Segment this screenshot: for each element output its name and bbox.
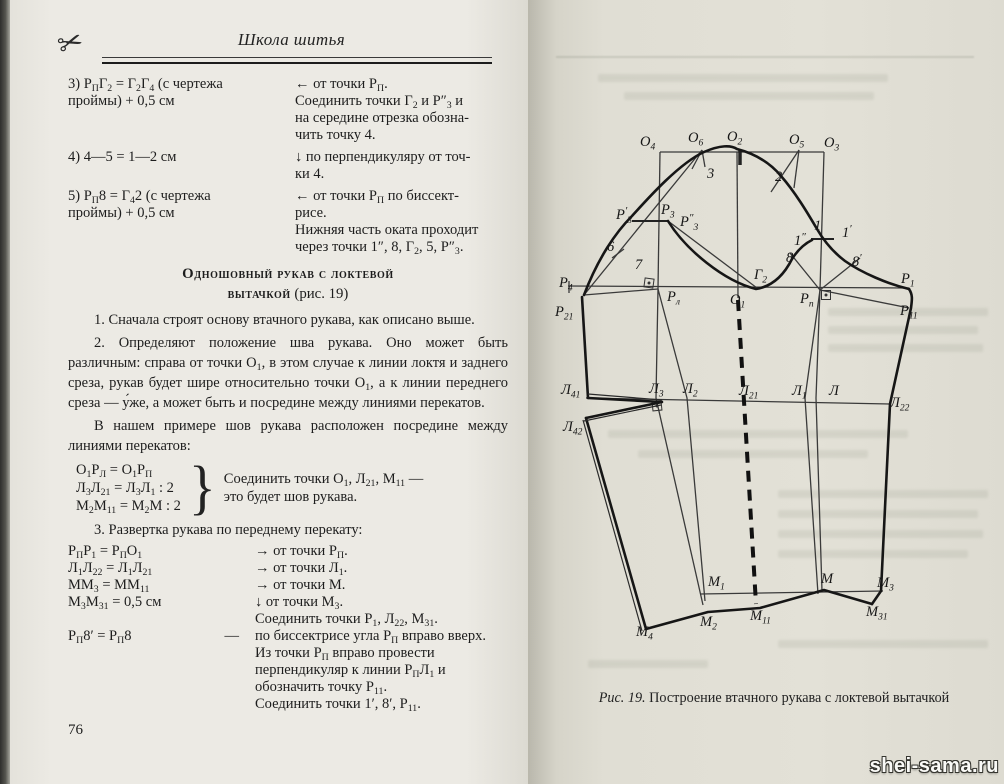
diagram-point-label: $Р_п$ bbox=[800, 291, 814, 310]
scissors-icon: ✂ bbox=[53, 22, 88, 65]
text-line: проймы) + 0,5 см bbox=[68, 205, 175, 221]
section3-row bbox=[68, 696, 508, 713]
section3-title: 3. Развертка рукава по переднему перекату: bbox=[94, 522, 363, 538]
section3-direction: ↓ от точки $М_3$. bbox=[255, 594, 344, 612]
page-number: 76 bbox=[68, 722, 83, 738]
text-line: через точки 1″, 8, $Г_2$, 5, $Р''_3$. bbox=[295, 239, 464, 257]
diagram-point-label: 6 bbox=[607, 239, 615, 255]
diagram-point-label: $М_3$ bbox=[877, 575, 894, 594]
formula-text: $Л_1Л_{22} = Л_1Л_{21}$ bbox=[68, 560, 153, 578]
back-edge-lower bbox=[586, 418, 646, 629]
diagram-point-label: $М_{11}$ bbox=[750, 608, 771, 627]
section3-formula bbox=[68, 560, 255, 577]
diagram-point-label: $Р_{11}$ bbox=[900, 303, 918, 322]
diagram-point-label: $Л_{41}$ bbox=[561, 382, 581, 401]
note-line: это будет шов рукава. bbox=[223, 489, 358, 505]
section3-direction: Соединить точки $Р_1$, $Л_{22}$, $М_{31}$. bbox=[255, 611, 438, 629]
section3-direction: по биссектрисе угла $Р_П$ вправо вверх. bbox=[255, 628, 486, 646]
diagram-point-label: 1″ bbox=[794, 231, 806, 249]
diagram-point-label: $О_5$ bbox=[789, 132, 805, 151]
section3-formula bbox=[68, 577, 255, 594]
instruction-row bbox=[68, 188, 508, 256]
elbow-dart bbox=[586, 398, 662, 418]
instruction-row bbox=[68, 76, 508, 144]
section3-formula bbox=[68, 696, 255, 713]
diagram-point-label: $О_3$ bbox=[824, 135, 840, 154]
text-line: чить точку 4. bbox=[295, 127, 376, 143]
text-line: рисе. bbox=[295, 205, 327, 221]
diagram-point-label: $Р_1$ bbox=[901, 271, 915, 290]
section3-row bbox=[68, 543, 508, 560]
instruction-right bbox=[295, 149, 508, 183]
formula-group-note bbox=[224, 470, 423, 506]
seam-dashed-line bbox=[738, 300, 759, 604]
dart-inner-lines bbox=[583, 394, 662, 631]
text-line: ← от точки $Р_П$. bbox=[295, 76, 388, 94]
diagram-point-label: Л bbox=[829, 383, 839, 399]
diagram-labels bbox=[554, 129, 918, 643]
front-edge bbox=[872, 289, 912, 604]
section3-formula bbox=[68, 543, 255, 560]
paragraph-2: 2. Определяют положение шва рукава. Оно может быть различным: справа от точки $О_1$, в этом случае к линии локтя и заднего среза, рукав будет шире относительно точки $О_1$, а к линии переднего среза — у́же, а может быть и посредине между линиями перекатов. bbox=[68, 335, 508, 411]
section3-row bbox=[68, 645, 508, 696]
heading-line-1: Одношовный рукав с локтевой bbox=[182, 266, 394, 282]
diagram-point-label: $Р'_3$ bbox=[616, 205, 633, 226]
section3-row bbox=[68, 611, 508, 628]
formula-text: $М_3М_{31} = 0,5$ см bbox=[68, 594, 162, 612]
section3-direction: → от точки $Р_П$. bbox=[255, 543, 348, 561]
instruction-left bbox=[68, 188, 295, 256]
instruction-left bbox=[68, 149, 295, 183]
right-page bbox=[528, 0, 1004, 784]
diagram-point-label: $Р_{21}$ bbox=[555, 304, 574, 323]
text-line: Соединить точки $Г_2$ и $Р''_3$ и bbox=[295, 93, 464, 111]
text-line: 5) $Р_П8 = Г_42$ (с чертежа bbox=[68, 188, 211, 206]
section3-row bbox=[68, 628, 508, 645]
section-heading bbox=[68, 264, 508, 304]
section3-direction: → от точки М. bbox=[255, 577, 346, 593]
formula-text: $ММ_3 = ММ_{11}$ bbox=[68, 577, 150, 595]
diagram-point-label: 7 bbox=[635, 257, 643, 273]
section3-formula bbox=[68, 645, 255, 696]
diagram-point-label: $Р''_3$ bbox=[680, 212, 699, 233]
left-page bbox=[10, 0, 528, 784]
diagram-point-label: $М_4$ bbox=[636, 624, 653, 643]
instruction-right bbox=[295, 76, 508, 144]
formula-line: $О_1Р_Л = О_1Р_П$ bbox=[76, 462, 153, 480]
header-rule bbox=[102, 57, 492, 64]
diagram-point-label: 3 bbox=[707, 166, 715, 182]
text-line: ↓ по перпендикуляру от точ- bbox=[295, 149, 471, 165]
sleeve-pattern-diagram bbox=[528, 0, 1004, 784]
back-edge-upper bbox=[582, 297, 588, 398]
formula-line: $Л_3Л_{21} = Л_3Л_1$ : 2 bbox=[76, 480, 174, 498]
dash: — bbox=[224, 628, 239, 644]
tick-marks bbox=[632, 150, 834, 239]
brace-icon: } bbox=[188, 454, 216, 522]
section3-table bbox=[68, 543, 508, 713]
diagram-point-label: $М_1$ bbox=[708, 574, 725, 593]
text-line: 4) 4—5 = 1—2 см bbox=[68, 149, 177, 165]
diagram-point-label: $Р_3$ bbox=[661, 202, 675, 221]
diagram-point-label: 8 bbox=[786, 250, 794, 266]
diagram-point-label: 8′ bbox=[852, 252, 862, 270]
diagram-point-label: $Л_3$ bbox=[649, 381, 664, 400]
section3-row bbox=[68, 560, 508, 577]
figure-caption-label: Рис. 19. bbox=[598, 690, 646, 706]
diagram-point-label: $Р_4$ bbox=[559, 275, 573, 294]
formula-text: $Р_П8' = Р_П8$ bbox=[68, 628, 132, 646]
diagram-point-label: 2 bbox=[775, 169, 783, 185]
diagram-point-label: $О_6$ bbox=[688, 130, 704, 149]
section3-direction: Из точки $Р_П$ вправо провести перпендикуляр к линии $Р_ПЛ_1$ и обозначить точку $Р_{11}$. bbox=[255, 645, 446, 697]
text-line: ки 4. bbox=[295, 166, 325, 182]
formula-text: $Р_ПР_1 = Р_ПО_1$ bbox=[68, 543, 143, 561]
formula-line: $М_2М_{11} = М_2М$ : 2 bbox=[76, 498, 181, 516]
diagram-point-label: М bbox=[821, 571, 834, 587]
diagram-point-label: $Л_1$ bbox=[792, 383, 807, 402]
running-header: Школа шитья bbox=[237, 30, 346, 49]
section3-row bbox=[68, 594, 508, 611]
figure-caption-text: Построение втачного рукава с локтевой вытачкой bbox=[645, 690, 950, 706]
book-binding-edge bbox=[0, 0, 10, 784]
formula-list bbox=[76, 461, 181, 515]
instruction-left bbox=[68, 76, 295, 144]
section3-row bbox=[68, 577, 508, 594]
diagram-point-label: 1′ bbox=[842, 223, 852, 241]
diagram-point-label: $О_4$ bbox=[640, 134, 656, 153]
diagram-point-label: $Л_2$ bbox=[683, 381, 698, 400]
paragraph-1: 1. Сначала строят основу втачного рукава, как описано выше. bbox=[94, 312, 475, 328]
instruction-table bbox=[68, 76, 508, 256]
text-line: проймы) + 0,5 см bbox=[68, 93, 175, 109]
heading-line-2: вытачкой (рис. 19) bbox=[227, 286, 349, 302]
diagram-point-label: $М_2$ bbox=[700, 614, 717, 633]
diagram-point-label: $Л_{21}$ bbox=[739, 383, 759, 402]
diagram-point-label: $О_1$ bbox=[730, 292, 746, 311]
left-page-content bbox=[68, 76, 508, 713]
paragraph-3: В нашем примере шов рукава расположен посредине между линиями перекатов: bbox=[68, 418, 508, 454]
text-line: 3) $Р_ПГ_2 = Г_2Г_4$ (с чертежа bbox=[68, 76, 223, 94]
text-line: Нижняя часть оката проходит bbox=[295, 222, 479, 238]
section3-formula bbox=[68, 611, 255, 628]
section3-direction: Соединить точки 1′, 8′, $Р_{11}$. bbox=[255, 696, 421, 714]
section3-direction: → от точки $Л_1$. bbox=[255, 560, 348, 578]
diagram-point-label: $М_{31}$ bbox=[866, 604, 888, 623]
note-line: Соединить точки $О_1$, $Л_{21}$, $М_{11}$ — bbox=[223, 471, 424, 489]
figure-caption bbox=[568, 690, 980, 707]
section3-formula bbox=[68, 594, 255, 611]
diagram-point-label: $Г_2$ bbox=[754, 267, 767, 286]
section3-formula bbox=[68, 628, 255, 645]
formula-group bbox=[76, 454, 508, 522]
watermark: shei-sama.ru bbox=[869, 755, 999, 777]
text-line: на середине отрезка обозна- bbox=[295, 110, 469, 126]
diagram-point-label: $О_2$ bbox=[727, 129, 743, 148]
instruction-right bbox=[295, 188, 508, 256]
diagram-point-label: $Л_{42}$ bbox=[563, 419, 583, 438]
diagram-point-label: $Р_л$ bbox=[667, 289, 681, 308]
text-line: ← от точки $Р_П$ по биссект- bbox=[295, 188, 459, 206]
instruction-row bbox=[68, 149, 508, 183]
diagram-point-label: 1 bbox=[814, 218, 822, 234]
diagram-point-label: $Л_{22}$ bbox=[890, 395, 910, 414]
